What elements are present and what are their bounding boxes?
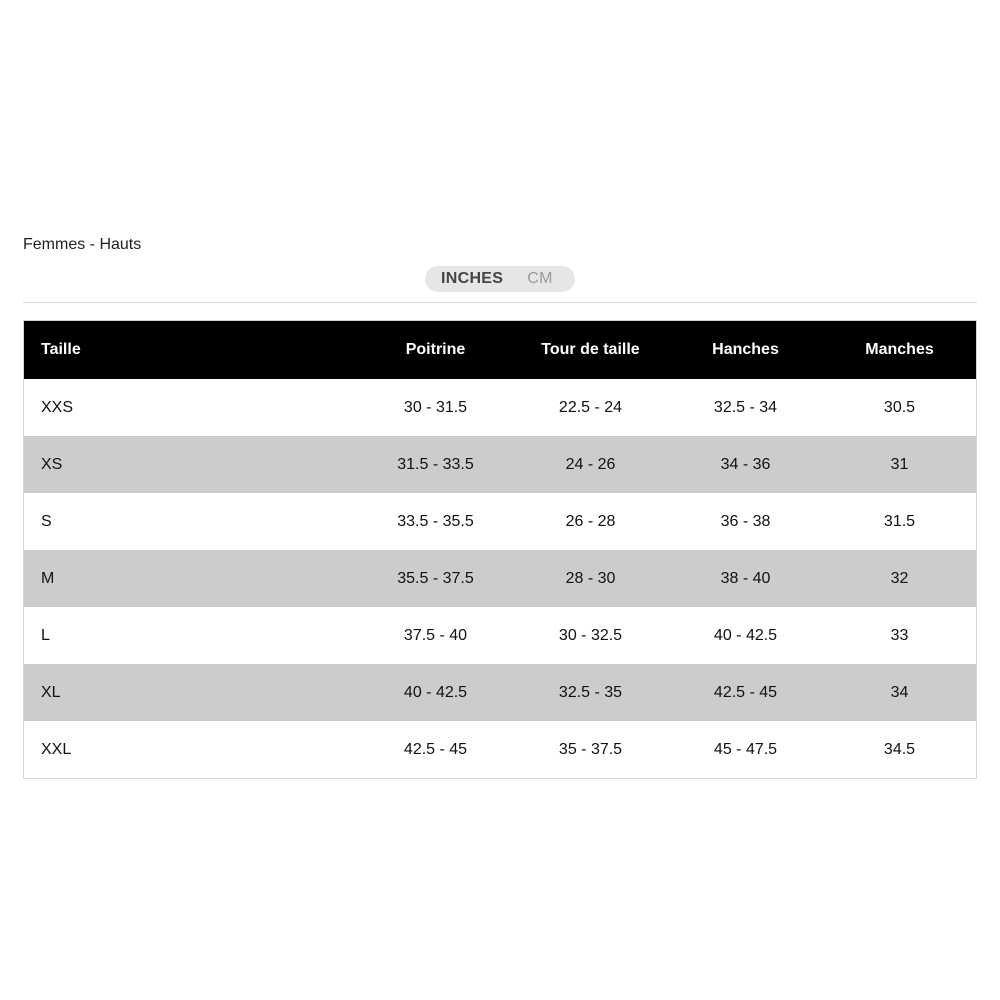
cell-hanches: 38 - 40	[720, 569, 771, 587]
table-row	[24, 721, 976, 778]
size-table-container	[23, 320, 977, 779]
divider	[23, 302, 977, 303]
cell-hanches: 34 - 36	[720, 455, 771, 473]
table-row	[24, 436, 976, 493]
cell-poitrine: 40 - 42.5	[403, 683, 468, 701]
cell-hanches: 40 - 42.5	[713, 626, 778, 644]
cell-tour-de-taille: 22.5 - 24	[558, 398, 623, 416]
table-header-row	[24, 321, 976, 379]
table-row	[24, 664, 976, 721]
cell-size: S	[41, 512, 52, 530]
size-table	[24, 321, 976, 778]
cell-poitrine: 42.5 - 45	[403, 740, 468, 758]
cell-manches: 34.5	[883, 740, 916, 758]
cell-manches: 34	[890, 683, 909, 701]
unit-option-inches[interactable]: INCHES	[441, 270, 504, 287]
cell-poitrine: 35.5 - 37.5	[397, 569, 474, 587]
header-taille: Taille	[41, 341, 81, 358]
cell-manches: 33	[890, 626, 909, 644]
cell-poitrine: 31.5 - 33.5	[397, 455, 474, 473]
cell-tour-de-taille: 30 - 32.5	[558, 626, 623, 644]
cell-tour-de-taille: 28 - 30	[565, 569, 616, 587]
table-row	[24, 379, 976, 436]
cell-size: XXS	[41, 398, 74, 416]
cell-poitrine: 33.5 - 35.5	[397, 512, 474, 530]
cell-size: M	[41, 569, 55, 587]
cell-hanches: 45 - 47.5	[713, 740, 778, 758]
header-manches: Manches	[865, 341, 934, 358]
cell-poitrine: 37.5 - 40	[403, 626, 468, 644]
cell-hanches: 32.5 - 34	[713, 398, 778, 416]
header-poitrine: Poitrine	[405, 341, 466, 358]
cell-size: XL	[41, 683, 61, 701]
cell-size: XS	[41, 455, 63, 473]
cell-tour-de-taille: 32.5 - 35	[558, 683, 623, 701]
cell-manches: 31	[890, 455, 909, 473]
cell-manches: 31.5	[883, 512, 916, 530]
cell-hanches: 36 - 38	[720, 512, 771, 530]
cell-tour-de-taille: 26 - 28	[565, 512, 616, 530]
table-row	[24, 607, 976, 664]
cell-size: XXL	[41, 740, 72, 758]
cell-manches: 30.5	[883, 398, 916, 416]
section-title: Femmes - Hauts	[23, 236, 142, 253]
cell-size: L	[41, 626, 50, 644]
unit-toggle[interactable]	[425, 266, 575, 292]
cell-manches: 32	[890, 569, 909, 587]
table-row	[24, 550, 976, 607]
cell-tour-de-taille: 24 - 26	[565, 455, 616, 473]
header-hanches: Hanches	[712, 341, 779, 358]
cell-hanches: 42.5 - 45	[713, 683, 778, 701]
header-tour-de-taille: Tour de taille	[541, 341, 640, 358]
table-row	[24, 493, 976, 550]
unit-option-cm[interactable]: CM	[527, 270, 553, 287]
cell-tour-de-taille: 35 - 37.5	[558, 740, 623, 758]
cell-poitrine: 30 - 31.5	[403, 398, 468, 416]
